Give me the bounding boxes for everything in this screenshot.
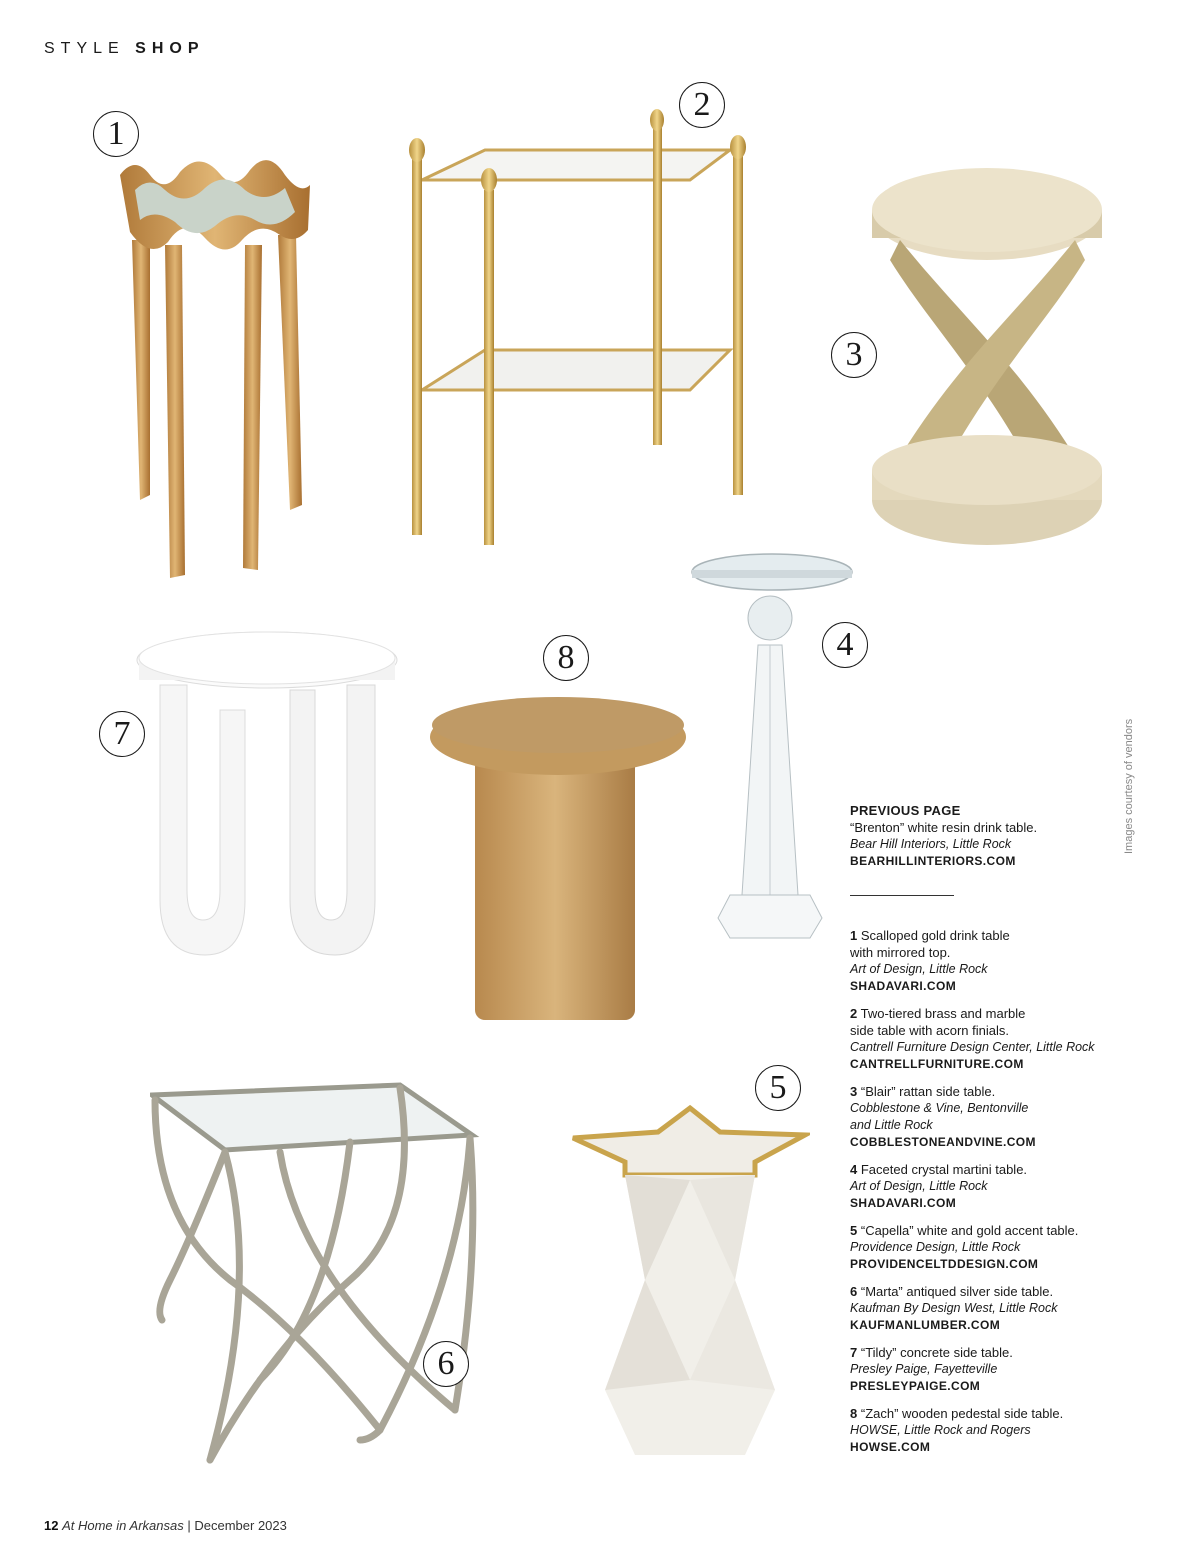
list-item-2: [850, 1005, 1140, 1073]
item-desc: “Tildy” concrete side table.: [860, 1345, 1013, 1360]
item-desc: Two-tiered brass and marble: [860, 1006, 1026, 1021]
product-number-2: 2: [679, 82, 725, 128]
list-item-4: [850, 1161, 1140, 1212]
footer-separator: |: [187, 1518, 191, 1533]
list-item-1: [850, 927, 1140, 995]
photo-credit: Images courtesy of vendors: [1123, 718, 1135, 854]
item-desc: with mirrored top.: [850, 945, 951, 960]
product-photo-8: [430, 695, 690, 1025]
list-item-8: [850, 1405, 1140, 1456]
item-url[interactable]: PROVIDENCELTDDESIGN.COM: [850, 1257, 1039, 1271]
item-desc: “Zach” wooden pedestal side table.: [860, 1406, 1064, 1421]
product-photo-5: [570, 1100, 810, 1460]
item-store: Art of Design, Little Rock: [850, 1179, 988, 1193]
item-url[interactable]: SHADAVARI.COM: [850, 979, 957, 993]
item-desc: “Blair” rattan side table.: [860, 1084, 996, 1099]
item-desc: side table with acorn finials.: [850, 1023, 1009, 1038]
item-store: Presley Paige, Fayetteville: [850, 1362, 998, 1376]
list-item-6: [850, 1283, 1140, 1334]
item-store: and Little Rock: [850, 1118, 933, 1132]
item-store: Cobblestone & Vine, Bentonville: [850, 1101, 1029, 1115]
issue-date: December 2023: [194, 1518, 287, 1533]
item-desc: Scalloped gold drink table: [860, 928, 1010, 943]
product-number-7: 7: [99, 711, 145, 757]
product-number-5: 5: [755, 1065, 801, 1111]
item-number: 8: [850, 1406, 858, 1421]
section-title: [44, 40, 204, 58]
product-number-3: 3: [831, 332, 877, 378]
item-desc: “Capella” white and gold accent table.: [860, 1223, 1079, 1238]
item-store: HOWSE, Little Rock and Rogers: [850, 1423, 1031, 1437]
product-photo-3: [870, 165, 1105, 550]
item-store: Cantrell Furniture Design Center, Little Rock: [850, 1040, 1095, 1054]
item-number: 1: [850, 928, 858, 943]
item-url[interactable]: SHADAVARI.COM: [850, 1196, 957, 1210]
product-number-1: 1: [93, 111, 139, 157]
item-number: 4: [850, 1162, 858, 1177]
item-desc: Faceted crystal martini table.: [860, 1162, 1028, 1177]
publication-name: At Home in Arkansas: [62, 1518, 184, 1533]
product-photo-4: [690, 550, 855, 940]
previous-page-url[interactable]: BEARHILLINTERIORS.COM: [850, 854, 1016, 868]
product-list: [850, 802, 1140, 1466]
item-url[interactable]: CANTRELLFURNITURE.COM: [850, 1057, 1024, 1071]
section-label: STYLE: [44, 40, 125, 57]
item-number: 3: [850, 1084, 858, 1099]
product-photo-1: [110, 150, 320, 580]
page-footer: [44, 1518, 287, 1533]
previous-page-entry: [850, 802, 1140, 870]
item-store: Providence Design, Little Rock: [850, 1240, 1021, 1254]
item-url[interactable]: KAUFMANLUMBER.COM: [850, 1318, 1001, 1332]
page-number: 12: [44, 1518, 59, 1533]
list-item-7: [850, 1344, 1140, 1395]
product-number-6: 6: [423, 1341, 469, 1387]
list-item-5: [850, 1222, 1140, 1273]
product-photo-6: [150, 1080, 480, 1465]
item-number: 2: [850, 1006, 858, 1021]
previous-page-heading: PREVIOUS PAGE: [850, 803, 961, 818]
previous-page-desc: “Brenton” white resin drink table.: [850, 820, 1038, 835]
item-url[interactable]: PRESLEYPAIGE.COM: [850, 1379, 981, 1393]
product-number-8: 8: [543, 635, 589, 681]
list-item-3: [850, 1083, 1140, 1151]
section-label-bold: SHOP: [135, 40, 205, 57]
item-number: 5: [850, 1223, 858, 1238]
item-store: Kaufman By Design West, Little Rock: [850, 1301, 1058, 1315]
product-number-4: 4: [822, 622, 868, 668]
product-photo-2: [400, 105, 755, 555]
item-store: Art of Design, Little Rock: [850, 962, 988, 976]
divider: [850, 895, 954, 896]
item-url[interactable]: COBBLESTONEANDVINE.COM: [850, 1135, 1036, 1149]
item-url[interactable]: HOWSE.COM: [850, 1440, 931, 1454]
product-photo-7: [135, 630, 400, 960]
item-desc: “Marta” antiqued silver side table.: [860, 1284, 1054, 1299]
item-number: 7: [850, 1345, 858, 1360]
previous-page-store: Bear Hill Interiors, Little Rock: [850, 837, 1012, 851]
item-number: 6: [850, 1284, 858, 1299]
